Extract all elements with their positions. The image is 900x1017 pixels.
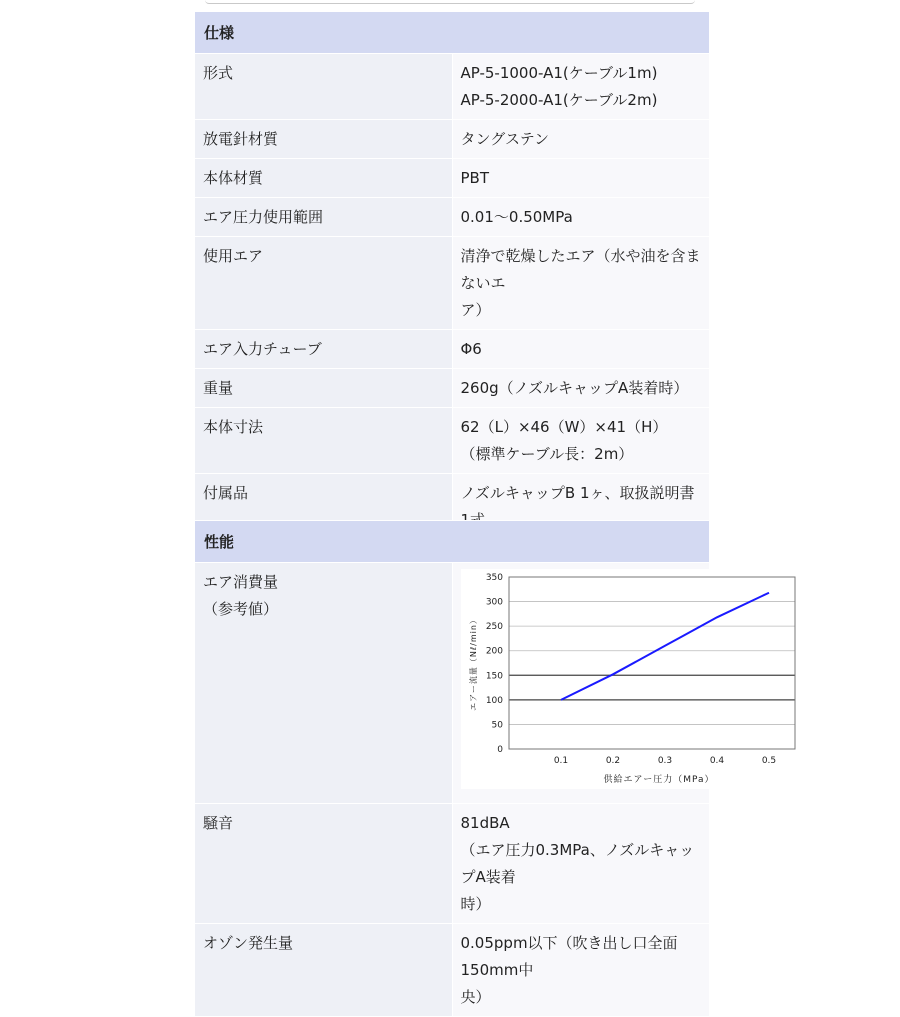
air-label-line: （参考値） bbox=[203, 600, 279, 618]
row-label: 重量 bbox=[195, 369, 453, 408]
y-tick-label: 150 bbox=[485, 671, 503, 682]
row-label: 本体材質 bbox=[195, 159, 453, 198]
table-row bbox=[195, 120, 710, 159]
x-axis-label: 供給エアー圧力（MPa） bbox=[602, 775, 715, 785]
table-row bbox=[195, 237, 710, 330]
row-value bbox=[452, 54, 710, 120]
table-row bbox=[195, 924, 710, 1017]
row-value-line: Φ6 bbox=[460, 340, 482, 358]
row-value-line: 清浄で乾燥したエア（水や油を含まないエ bbox=[460, 247, 701, 292]
row-label: 放電針材質 bbox=[195, 120, 453, 159]
y-tick-label: 200 bbox=[485, 646, 503, 657]
row-value-line: 81dBA bbox=[460, 814, 510, 832]
row-value-line: ノズルキャップB 1ヶ、取扱説明書 bbox=[460, 484, 695, 502]
x-tick-label: 0.3 bbox=[657, 756, 672, 766]
x-tick-label: 0.2 bbox=[605, 756, 620, 766]
table-row bbox=[195, 408, 710, 474]
row-value-line: タングステン bbox=[460, 130, 550, 148]
spec-header-row bbox=[195, 12, 710, 54]
row-value-line: AP-5-2000-A1(ケーブル2m) bbox=[460, 91, 658, 109]
row-label: 使用エア bbox=[195, 237, 453, 330]
row-value-line: 62（L）×46（W）×41（H） bbox=[460, 418, 668, 436]
performance-header: 性能 bbox=[195, 521, 710, 563]
chart-background bbox=[461, 569, 809, 789]
spec-header: 仕様 bbox=[195, 12, 710, 54]
table-row bbox=[195, 804, 710, 924]
row-value-line: 央） bbox=[460, 988, 491, 1006]
air-label-line: エア消費量 bbox=[203, 573, 279, 591]
table-row bbox=[195, 330, 710, 369]
row-value bbox=[452, 369, 710, 408]
row-value-line: 時） bbox=[460, 895, 491, 913]
row-value bbox=[452, 159, 710, 198]
performance-header-row bbox=[195, 521, 710, 563]
row-value-line: PBT bbox=[460, 169, 489, 187]
row-value-line: 0.05ppm以下（吹き出し口全面150mm中 bbox=[460, 934, 678, 979]
row-value-line: ア） bbox=[460, 301, 491, 319]
y-tick-label: 100 bbox=[485, 695, 503, 706]
air-consumption-chart bbox=[461, 569, 809, 789]
top-divider bbox=[205, 0, 695, 4]
air-consumption-chart-cell bbox=[452, 563, 776, 804]
x-tick-label: 0.4 bbox=[709, 756, 724, 766]
spec-table bbox=[194, 11, 710, 540]
y-axis-label: エアー流量（Nℓ/min） bbox=[468, 615, 478, 711]
row-label: 付属品 bbox=[195, 474, 453, 540]
table-row bbox=[195, 54, 710, 120]
row-value-line: （標準ケーブル長：2m） bbox=[460, 445, 634, 463]
row-value-line: （エア圧力0.3MPa、ノズルキャップA装着 bbox=[460, 841, 695, 886]
row-value bbox=[452, 120, 710, 159]
row-value-line: AP-5-1000-A1(ケーブル1m) bbox=[460, 64, 658, 82]
x-tick-label: 0.5 bbox=[761, 756, 776, 766]
row-label: エア入力チューブ bbox=[195, 330, 453, 369]
table-row bbox=[195, 198, 710, 237]
table-row bbox=[195, 159, 710, 198]
row-value-line: 0.01～0.50MPa bbox=[460, 208, 573, 226]
row-label: オゾン発生量 bbox=[195, 924, 453, 1017]
y-tick-label: 0 bbox=[496, 745, 503, 755]
row-value bbox=[452, 924, 710, 1017]
air-consumption-label bbox=[195, 563, 453, 804]
row-value bbox=[452, 237, 710, 330]
row-label: エア圧力使用範囲 bbox=[195, 198, 453, 237]
row-label: 形式 bbox=[195, 54, 453, 120]
row-value-line: 260g（ノズルキャップA装着時） bbox=[460, 379, 689, 397]
table-row bbox=[195, 369, 710, 408]
air-consumption-row bbox=[195, 563, 710, 804]
performance-table bbox=[194, 520, 776, 1017]
row-label: 騒音 bbox=[195, 804, 453, 924]
y-tick-label: 250 bbox=[485, 622, 503, 633]
row-label: 本体寸法 bbox=[195, 408, 453, 474]
y-tick-label: 350 bbox=[485, 573, 503, 583]
row-value bbox=[452, 408, 710, 474]
row-value bbox=[452, 804, 710, 924]
y-tick-label: 300 bbox=[485, 597, 503, 608]
x-tick-label: 0.1 bbox=[553, 756, 568, 766]
row-value bbox=[452, 198, 710, 237]
row-value bbox=[452, 330, 710, 369]
y-tick-label: 50 bbox=[491, 720, 503, 731]
